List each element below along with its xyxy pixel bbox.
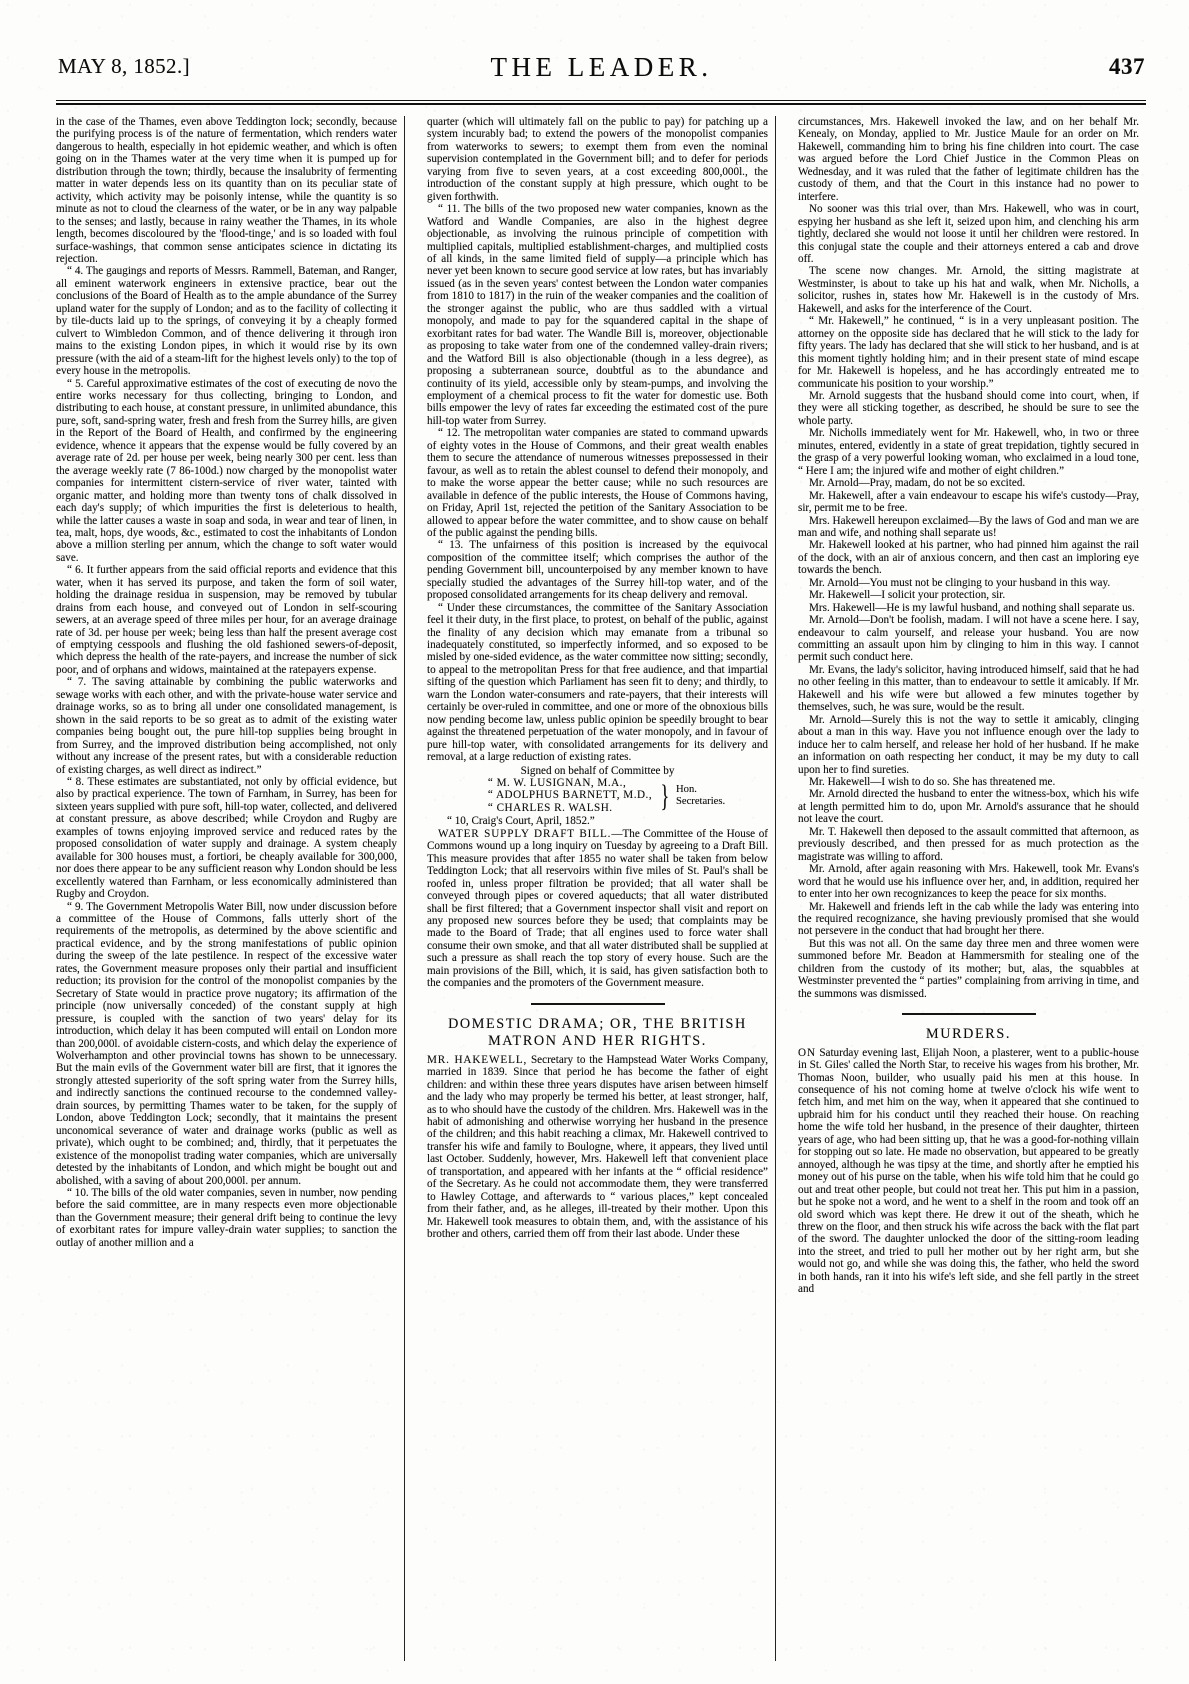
issue-date: MAY 8, 1852.] — [58, 54, 190, 78]
paragraph: “ Under these circumstances, the committee of the Sanitary Association feel it their duty, in the first place, to protest, on behalf of the public, against the finality of any decision which may emanate from a tribunal so inadequately constituted, so imperfectly informed, and so exposed to be misled by one-sided evidence, as the water committee now sitting; secondly, to appeal to the metropolitan Press for that free audience, and that impartial sifting of the question which Parliament has seen fit to deny; and thirdly, to warn the London water-consumers and rate-payers, that their interests will certainly be over-ruled in committee, and one or more of the obnoxious bills now pending become law, unless public opinion be speedily brought to bear against the threatened perpetuation of the water monopoly, and in favour of pure hill-top water, with consolidated arrangements for its delivery and removal, at a large reduction of existing rates. — [427, 601, 768, 764]
paragraph: Mr. Arnold—Don't be foolish, madam. I will not have a scene here. I say, endeavour to calm yourself, and release your husband. You are now committing an assault upon him by clinging to him in this way. I cannot permit such conduct here. — [798, 614, 1139, 664]
draft-bill-heading: WATER SUPPLY DRAFT BILL. — [438, 827, 612, 840]
paragraph: “ 12. The metropolitan water companies are stated to command upwards of eighty votes in the House of Commons, and their great wealth enables them to secure the attendance of numerous witnesses prepossessed in their favour, as well as to retain the ablest counsel to defend their monopoly, and to make the worse appear the better cause; while no such resources are available in defence of the public interests, the House of Commons having, on Friday, April 1st, rejected the petition of the Sanitary Association to be allowed to appear before the water committee, and to show cause on behalf of the public against the pending bills. — [427, 427, 768, 539]
section-title-murders: MURDERS. — [926, 1026, 1011, 1043]
signatory: “ ADOLPHUS BARNETT, M.D., — [487, 789, 653, 802]
domestic-drama-paragraph — [427, 1054, 768, 1241]
paragraph: Mr. Hakewell and friends left in the cab while the lady was entering into the required recognizance, she having previously promised that she would not persevere in the conduct that had brought her there. — [798, 900, 1139, 938]
paragraph: The scene now changes. Mr. Arnold, the sitting magistrate at Westminster, is about to take up his hat and walk, when Mr. Nicholls, a solicitor, rushes in, states how Mr. Hakewell is in the custody of Mrs. Hakewell, and asks for the interference of the Court. — [798, 265, 1139, 315]
publication-title: THE LEADER. — [490, 52, 713, 82]
lead-in-word: ON — [798, 1046, 816, 1059]
draft-bill-body: The Committee of the House of Commons wound up a long inquiry on Tuesday by agreeing to a Draft Bill. This measure provides that after 1855 no water shall be taken from below Teddington Lock; that all reservoirs within five miles of St. Paul's shall be roofed in, unless proper filtration be provided; that all water shall be conveyed through pipes or covered aqueducts; that all water distributed shall be first filtered; that a Government inspector shall visit and report on any proposed new sources before they be used; that complaints may be made to the Board of Trade; that all engines used to force water shall consume their own smoke, and that all water distributed shall be supplied at such a pressure as shall reach the top story of every house. Such are the main provisions of the Bill, which, it is said, has given satisfaction both to the companies and the promoters of the Government measure. — [427, 827, 768, 990]
paragraph: Mr. Evans, the lady's solicitor, having introduced himself, said that he had no other feeling in this matter, than to endeavour to settle it amicably. If Mr. Hakewell and his wife were but allowed a few minutes together by themselves, such, he was sure, would be the result. — [798, 663, 1139, 714]
signatory-list — [470, 777, 652, 814]
paragraph: No sooner was this trial over, than Mrs. Hakewell, who was in court, espying her husband as she left it, seized upon him, and clenching his arm tightly, declared she would not loose it until her children were restored. In this conjugal state the couple and their attorneys entered a cab and drove off. — [798, 203, 1139, 265]
paragraph: Mr. Arnold suggests that the husband should come into court, when, if they were all sticking together, as described, he should be sure to see the whole party. — [798, 389, 1139, 427]
section-title-domestic-drama — [427, 1016, 768, 1051]
paragraph: Mr. Hakewell—I wish to do so. She has threatened me. — [809, 776, 1056, 789]
page-number: 437 — [1109, 54, 1145, 79]
paragraph: “ 7. The saving attainable by combining the public waterworks and sewage works with each other, and with the private-house water service and drainage works, so as to bring all under one consolidated management, is shown in the said reports to be so great as to admit of the existing water companies being bought out, the pure hill-top supplies being brought in from Surrey, and the improved distribution being accomplished, not only without any increase of the present rates, but with a considerable reduction of existing charges, as well direct as indirect.” — [56, 676, 397, 776]
paragraph: Mr. Arnold—Pray, madam, do not be so excited. — [809, 477, 1026, 490]
paragraph: quarter (which will ultimately fall on the public to pay) for patching up a system incurably bad; to extend the powers of the monopolist companies from waterworks to sewers; to exempt them from even the nominal supervision contemplated in the Government bill; and to defer for periods varying from five to seven years, at a cost exceeding 800,000l., the introduction of the constant supply at high pressure, which ought to be given forthwith. — [427, 116, 768, 203]
secretaries-line: Hon. — [676, 783, 697, 795]
paragraph: Mr. Arnold, after again reasoning with Mrs. Hakewell, took Mr. Evans's word that he would use his influence over her, and, in addition, required her to enter into her own recognizances to keep the peace for six months. — [798, 863, 1139, 901]
paragraph: “ 4. The gaugings and reports of Messrs. Rammell, Bateman, and Ranger, all eminent waterwork engineers in extensive practice, bear out the conclusions of the Board of Health as to the ample abundance of the Surrey upland water for the supply of London; and as to the facility of collecting it by tile-ducts laid up to the springs, of conveying it by a cheaply formed culvert to Wimbledon Common, and of thence delivering it through iron mains to the existing London pipes, in which it would rise by its own pressure (with the aid of a steam-lift for the highest levels only) to the top of every house in the metropolis. — [56, 265, 397, 378]
paragraph: Mr. Hakewell, after a vain endeavour to escape his wife's custody—Pray, sir, permit me to be free. — [798, 489, 1139, 515]
paragraph: “ 9. The Government Metropolis Water Bill, now under discussion before a committee of the House of Commons, falls utterly short of the requirements of the metropolis, as determined by the above scientific and practical evidence, and by the strong manifestations of public opinion during the sweep of the late pestilence. In respect of the excessive water rates, the Government measure proposes only their partial and insufficient reduction; its provision for the control of the monopolist companies by the Secretary of State would in practice prove nugatory; its affirmation of the principle (now universally conceded) of the constant supply at high pressure, is coupled with the sanction of two years' delay for its introduction, which delay it has been computed will entail on London more than 200,000l. of avoidable cistern-costs, and which delay the experience of Wolverhampton and other provincial towns has shown to be unnecessary. But the main evils of the Government water bill are first, that it ignores the strongly attested superiority of the soft spring water from the Surrey hills, and indirectly sanctions the continued recourse to the condemned valley-drain sources, by permitting Thames water to be taken, for the supply of London, above Teddington Lock; secondly, that it maintains the present unconomical severance of water and drainage works (public as well as private), which ought to be combined; and, thirdly, that it perpetuates the existence of the monopolist trading water companies, which are universally detested by the inhabitants of London, and which might be bought out and abolished, with a saving of about 200,000l. per annum. — [56, 900, 397, 1187]
masthead — [58, 52, 1145, 92]
paragraph: But this was not all. On the same day three men and three women were summoned before Mr. Beadon at Hammersmith for stealing one of the children from the custody of its mother; but, alas, the squabbles at Westminster prevented the “ parties” complaining from arriving in time, and the summons was dismissed. — [798, 937, 1139, 1000]
paragraph-body: Secretary to the Hampstead Water Works Company, married in 1839. Since that period he has become the father of eight children: and within these three years disputes have arisen between himself and the lady who may properly be termed his better, at least stronger, half, as to who should have the custody of the children. Mrs. Hakewell was in the habit of admonishing and otherwise worrying her husband in the presence of the children; and this habit reaching a climax, Mr. Hakewell contrived to transfer his wife and family to Boulogne, where, it appears, they lived until last October. Suddenly, however, Mrs. Hakewell left that convenient place of transportation, and appeared with her infants at the “ official residence” of the Secretary. As he could not accommodate them, they were transferred to Hawley Cottage, and afterwards to “ various places,” kept concealed from their father, and, as he alleges, ill-treated by their mother. Upon this Mr. Hakewell took measures to obtain them, and, with the assistance of his brother and others, carried them off from their last abode. Under these — [427, 1053, 768, 1241]
paragraph: Mr. Nicholls immediately went for Mr. Hakewell, who, in two or three minutes, entered, evidently in a state of great trepidation, tightly secured in the grasp of a very powerful looking woman, who exclaimed in a loud tone, “ Here I am; the injured wife and mother of eight children.” — [798, 427, 1139, 477]
signature-block — [427, 777, 768, 814]
paragraph: “ 11. The bills of the two proposed new water companies, known as the Watford and Wandle Companies, are also in the highest degree objectionable, as involving the ruinous principle of competition with multiplied capitals, multiplied establishment-charges, and multiplied costs of all kinds, in the same limited field of supply—a principle which has never yet been known to secure good service at low rates, but has invariably issued (as in the seven years' contest between the London water companies from 1810 to 1817) in the ruin of the weaker companies and the coalition of the stronger against the public, who are thus saddled with a virtual monopoly, and made to pay for the squandered capital in the shape of exorbitant rates for bad water. The Wandle Bill is, moreover, objectionable as proposing to take water from one of the condemned valley-drain rivers; and the Watford Bill is also objectionable (though in a less degree), as proposing a subterranean source, doubtful as to the abundance and continuity of its yield, accessible only by steam-pumps, and involving the employment of a chemical process to fit the water for domestic use. Both bills empower the levy of rates far exceeding the estimated cost of the pure hill-top water from Surrey. — [427, 203, 768, 427]
section-divider-rule — [902, 1013, 1036, 1015]
paragraph: Mr. Arnold directed the husband to enter the witness-box, which his wife at length permitted him to do, upon Mr. Arnold's assurance that he should not leave the court. — [798, 788, 1139, 826]
paragraph: “ 5. Careful approximative estimates of the cost of executing de novo the entire works necessary for thus collecting, bringing to London, and distributing to each house, at constant pressure, in unlimited abundance, this pure, soft, sand-spring water, fresh and fresh from the Surrey hills, are given in the Report of the Board of Health, and confirmed by the engineering evidence, whence it appears that the expense would be fully covered by an average rate of 2d. per house per week, being nearly 300 per cent. less than the average weekly rate (7 86-100d.) now charged by the monopolist water companies for intermittent cistern-service of river water, tainted with organic matter, and holding more than twenty tons of chalk dissolved in each day's supply; of which impurities the first is deleterious to health, while the latter causes a waste in soap and soda, in wear and tear of linen, in tea, malt, hops, dye woods, &c., estimated to cost the inhabitants of London above a million sterling per annum, which the change to soft water would save. — [56, 377, 397, 564]
signatory: “ CHARLES R. WALSH. — [487, 801, 613, 814]
paragraph: Mr. Hakewell—I solicit your protection, sir. — [809, 589, 1006, 602]
paragraph: Mrs. Hakewell hereupon exclaimed—By the laws of God and man we are man and wife, and nothing shall separate us! — [798, 514, 1139, 539]
section-divider-rule — [531, 1003, 665, 1005]
paragraph: circumstances, Mrs. Hakewell invoked the law, and on her behalf Mr. Kenealy, on Monday, applied to Mr. Justice Maule for an order on Mr. Hakewell, commanding him to bring his fine children into court. The case was argued before the Lord Chief Justice in the Common Pleas on Wednesday, and it was ruled that the father of legitimate children has the custody of them, and that the Court in this instance had no power to interfere. — [798, 116, 1139, 203]
column-3 — [783, 116, 1139, 1661]
paragraph: “ 6. It further appears from the said official reports and evidence that this water, when it has served its purpose, and taken the form of soil water, holding the drainage residua in suspension, may be removed by tubular drains from each house, and conveyed out of London in self-scouring sewers, at an average speed of three miles per hour, for an average drainage rate of 3d. per house per week; being less than half the present average cost of emptying cesspools and flushing the old fashioned sewers-of-deposit, which depress the health of the rate-payers, and increase the number of sick poor, and of orphans and widows, maintained at the ratepayers expense. — [56, 564, 397, 676]
column-grid — [56, 116, 1146, 1661]
paragraph-body: Saturday evening last, Elijah Noon, a plasterer, went to a public-house in St. Giles' called the North Star, to receive his wages from his brother, Mr. Thomas Noon, builder, who usually paid his men at this house. In consequence of his not coming home at twelve o'clock his wife went to fetch him, and met him on the way, when it appeared that she continued to upbraid him for his conduct until they reached their house. On reaching home the wife told her husband, in the presence of their daughter, thirteen years of age, who had been sitting up, that he was a good-for-nothing villain for stopping out so late. He made no observation, but appeared to be greatly annoyed, although he was tipsy at the time, and shortly after he emptied his money out of his purse on the table, when his wife told him that he could go out and treat other people, but could not treat her. This put him in a passion, but he spoke not a word, and he went to a shelf in the room and took off an old sword which was kept there. He drew it out of the sheath, which he threw on the floor, and then struck his wife across the back with the flat part of the sword. The daughter unlocked the door of the sitting-room leading into the street, and tried to pull her mother out by her right arm, but she would not go, and while she was doing this, the father, who held the sword in both hands, ran it into his wife's left side, and she fell partly in the street and — [798, 1046, 1139, 1296]
signature-intro: Signed on behalf of Committee by — [520, 764, 675, 777]
signature-address: “ 10, Craig's Court, April, 1852.” — [447, 815, 595, 828]
paragraph: Mr. Hakewell looked at his partner, who had pinned him against the rail of the dock, with an air of anxious concern, and then cast an imploring eye towards the bench. — [798, 539, 1139, 577]
paragraph: Mr. T. Hakewell then deposed to the assault committed that afternoon, as previously described, and then pressed for as much protection as the magistrate was willing to afford. — [798, 825, 1139, 863]
em-dash: — — [611, 827, 623, 840]
paragraph: Mrs. Hakewell—He is my lawful husband, and nothing shall separate us. — [809, 601, 1135, 614]
paragraph: “ Mr. Hakewell,” he continued, “ is in a very unpleasant position. The attorney on the opposite side has declared that he will stick to the lady for fifty years. The lady has declared that she will stick to her husband, and is at this moment tightly holding him; and in their present state of mind escape for Mr. Hakewell is hopeless, and he has accordingly entreated me to communicate his position to your worship.” — [798, 315, 1139, 390]
column-rule — [404, 116, 405, 1661]
signatory: “ M. W. LUSIGNAN, M.A., — [487, 777, 627, 790]
murders-paragraph — [798, 1047, 1139, 1296]
draft-bill-paragraph — [427, 828, 768, 990]
lead-in-name: MR. HAKEWELL, — [427, 1053, 528, 1066]
masthead-rule — [56, 100, 1146, 105]
brace-glyph: } — [660, 778, 670, 814]
section-title-line: DOMESTIC DRAMA; OR, THE BRITISH — [448, 1015, 747, 1032]
secretaries-label — [676, 784, 725, 808]
paragraph: in the case of the Thames, even above Teddington lock; secondly, because the purifying process is of the nature of fermentation, which renders water dangerous to health, especially in hot epidemic weather, and which is often going on in the Thames water at the very time when it is pumped up for distribution through the town; thirdly, because the insalubrity of fermenting matter in water depends less on its quantity than on its peculiar state of activity, which activity may be poisonly intense, while the quantity is so minute as not to cloud the clearness of the water, or be in any way palpable to the senses; and lastly, because in rainy weather the Thames, in its whole length, becomes discoloured by the 'flood-tinge,' and is so loaded with foul surface-washings, that common sense anticipates science in dictating its rejection. — [56, 116, 397, 265]
paragraph: Mr. Arnold—You must not be clinging to your husband in this way. — [809, 576, 1111, 589]
secretaries-line: Secretaries. — [676, 795, 726, 807]
column-1 — [56, 116, 397, 1661]
paragraph: “ 10. The bills of the old water companies, seven in number, now pending before the said committee, are in many respects even more objectionable than the Government measure; their general drift being to continue the levy of exorbitant rates for impure valley-drain water supplies; to sanction the outlay of another million and a — [56, 1186, 397, 1249]
paragraph: Mr. Arnold—Surely this is not the way to settle it amicably, clinging about a man in this way. Have you not influence enough over the lady to induce her to calm herself, and release her hold of her husband. If he make an information on oath respecting her conduct, it may be my duty to call upon her to find sureties. — [798, 713, 1139, 776]
paragraph: “ 8. These estimates are substantiated, not only by official evidence, but also by practical experience. The town of Farnham, in Surrey, has been for sixteen years supplied with pure soft, hill-top water, collected, and delivered at constant pressure, as above described; while Croydon and Rugby are examples of towns enjoying improved service and reduced rates by the proposed consolidation of water supply and drainage. A system cheaply available for 300 houses must, a fortiori, be cheaply available for 300,000, nor does there appear to be any sufficient reason why London should be less excellently watered than Farnham, or less economically administered than Rugby and Croydon. — [56, 776, 397, 901]
column-2 — [412, 116, 768, 1661]
column-rule — [775, 116, 776, 1661]
paragraph: “ 13. The unfairness of this position is increased by the equivocal composition of the committee itself; which comprises the author of the pending Government bill, uncounterpoised by any member known to have specially studied the advantages of the Surrey hill-top water, and of the proposed consolidated arrangements for its cheap delivery and removal. — [427, 539, 768, 602]
section-title-line: MATRON AND HER RIGHTS. — [488, 1033, 707, 1050]
